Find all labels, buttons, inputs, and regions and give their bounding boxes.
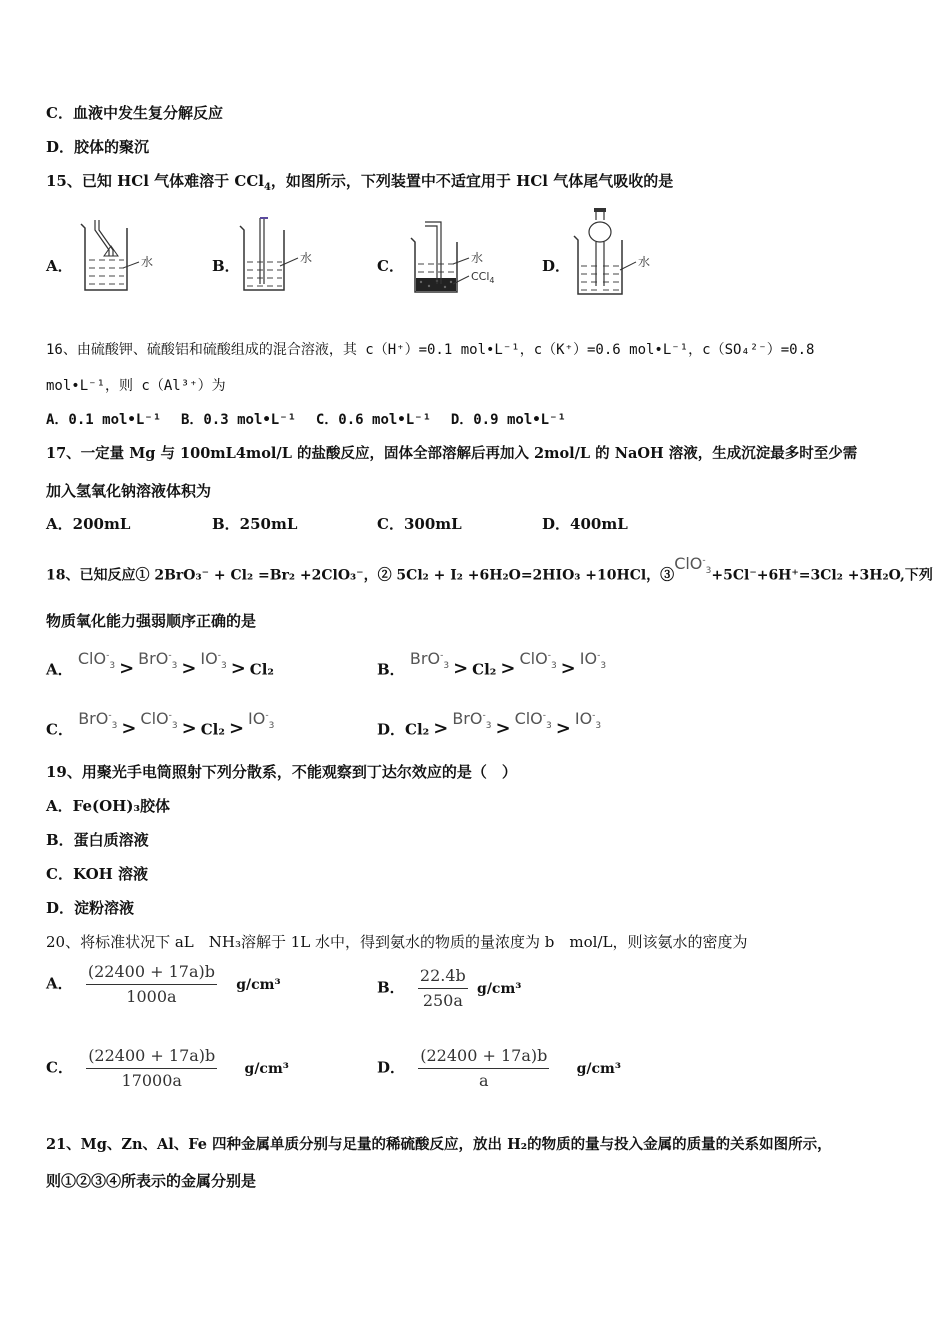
q16-option-c: C．0.6 mol•L⁻¹ [315,412,432,428]
q16-option-b: B．0.3 mol•L⁻¹ [180,412,297,428]
q16-options [46,409,566,430]
q18-option-b: B． $BrO^-_3 > Cl_2 > ClO^-_3 > IO^-_3$ [377,649,607,680]
q19-option-b: B．蛋白质溶液 [46,831,149,849]
beaker-a-diagram [75,218,165,298]
q20-stem: 20、将标准状况下 aL NH₃溶解于 1L 水中，得到氨水的物质的量浓度为 b mol/L，则该氨水的密度为 [46,933,748,951]
q14-option-d: D．胶体的聚沉 [46,138,150,156]
q15-label-b: B． [212,257,240,275]
q16-option-d: D．0.9 mol•L⁻¹ [450,412,566,428]
fraction-b: $\frac{22.4b}{250a}$ [419,966,466,1010]
svg-text:水: 水 [471,251,484,265]
q19-option-d: D．淀粉溶液 [46,899,135,917]
q18-option-d: D．$Cl_2 > BrO^-_3 > ClO^-_3 > IO^-_3$ [377,709,602,740]
q16-option-a: A．0.1 mol•L⁻¹ [46,412,162,428]
beaker-c-diagram [405,218,505,298]
svg-text:CCl4: CCl$_4$ [471,270,495,285]
q20-option-c: C． $\frac{(22400 + 17a)b}{17000a}$ g/cm³ [46,1046,289,1090]
q14-option-c: C．血液中发生复分解反应 [46,104,223,122]
q20-option-d: D． $\frac{(22400 + 17a)b}{a}$ g/cm³ [377,1046,621,1090]
q15-label-c: C． [377,257,404,275]
q19-option-c: C．KOH 溶液 [46,865,149,883]
q17-stem-line1: 17、一定量 Mg 与 100mL4mol/L 的盐酸反应，固体全部溶解后再加入 2mol/L 的 NaOH 溶液，生成沉淀最多时至少需 [46,445,858,462]
svg-text:水: 水 [300,251,313,265]
q17-option-c: C．300mL [377,515,462,533]
q21-stem-line2: 则①②③④所表示的金属分别是 [46,1172,257,1190]
fraction-a: $\frac{(22400 + 17a)b}{1000a}$ [87,962,215,1006]
q17-option-b: B．250mL [212,515,298,533]
q16-stem-line1: 16、由硫酸钾、硫酸铝和硫酸组成的混合溶液，其 c（H⁺）=0.1 mol•L⁻¹，c（K⁺）=0.6 mol•L⁻¹，c（SO₄²⁻）=0.8 [46,342,815,358]
q17-stem-line2: 加入氢氧化钠溶液体积为 [46,482,212,500]
beaker-b-diagram [238,214,328,298]
q18-option-c: C． $BrO^-_3 > ClO^-_3 > Cl_2 > IO^-_3$ [46,709,275,740]
q17-option-d: D．400mL [542,515,628,533]
fraction-d: $\frac{(22400 + 17a)b}{a}$ [420,1046,548,1090]
beaker-d-diagram [570,206,660,300]
q19-stem: 19、用聚光手电筒照射下列分散系，不能观察到丁达尔效应的是（ ） [46,763,517,781]
q18-stem-line2: 物质氧化能力强弱顺序正确的是 [46,612,257,630]
svg-text:水: 水 [638,255,651,269]
q18-stem-line1: 18、已知反应① 2BrO₃⁻ + Cl₂ =Br₂ +2ClO₃⁻，② 5Cl₂ + I₂ +6H₂O=2HIO₃ +10HCl，③ClO-$_3$+5Cl⁻+6H⁺=3Cl₂ +3H₂O,下列 [46,554,933,584]
fraction-c: $\frac{(22400 + 17a)b}{17000a}$ [88,1046,216,1090]
q18-option-a: A． $ClO^-_3 > BrO^-_3 > IO^-_3 > Cl_2$ [46,649,275,680]
svg-text:水: 水 [141,255,154,269]
q19-option-a: A．Fe(OH)₃胶体 [46,797,171,815]
q17-option-a: A．200mL [46,515,131,533]
q16-stem-line2: mol•L⁻¹，则 c（Al³⁺）为 [46,378,226,394]
q21-stem-line1: 21、Mg、Zn、Al、Fe 四种金属单质分别与足量的稀硫酸反应，放出 H₂的物质的量与投入金属的质量的关系如图所示， [46,1136,832,1153]
q15-label-d: D． [542,257,571,275]
q15-stem: 15、已知 HCl 气体难溶于 CCl$_4$，如图所示，下列装置中不适宜用于 HCl 气体尾气吸收的是 [46,172,674,193]
q20-option-a: A． $\frac{(22400 + 17a)b}{1000a}$ g/cm³ [46,962,281,1006]
q20-option-b: B． $\frac{22.4b}{250a}$ g/cm³ [377,966,522,1010]
q15-label-a: A． [46,257,73,275]
